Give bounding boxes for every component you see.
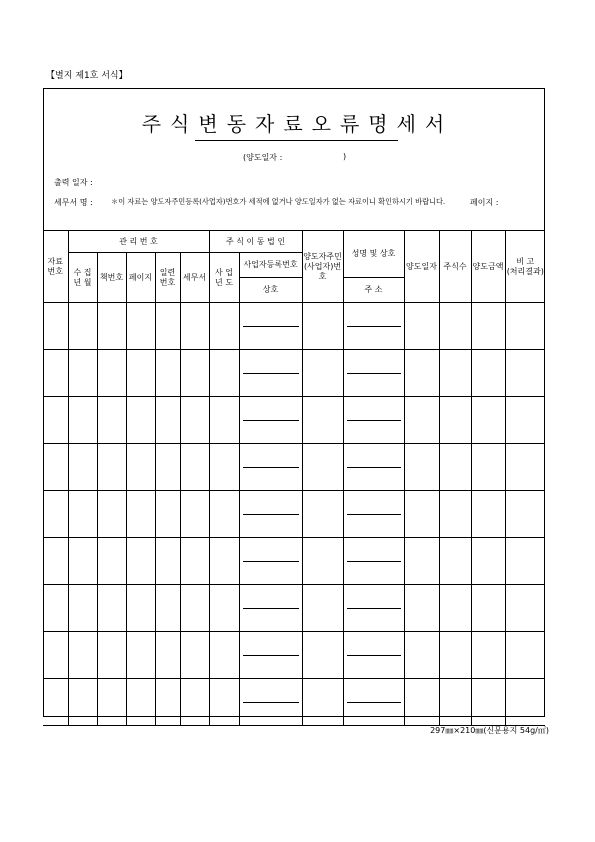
table-cell	[439, 679, 471, 726]
cell-divider	[243, 561, 299, 562]
table-cell	[343, 538, 404, 585]
table-cell	[302, 303, 343, 350]
table-cell	[97, 303, 126, 350]
cell-divider	[347, 373, 401, 374]
cell-divider	[243, 608, 299, 609]
table-cell	[302, 397, 343, 444]
split-cell	[347, 491, 401, 537]
table-cell	[471, 350, 505, 397]
split-cell	[243, 303, 299, 349]
table-cell	[126, 585, 155, 632]
table-cell	[126, 679, 155, 726]
table-cell	[404, 350, 439, 397]
table-cell	[97, 350, 126, 397]
table-cell	[126, 350, 155, 397]
table-cell	[209, 679, 239, 726]
table-cell	[126, 397, 155, 444]
table-cell	[471, 444, 505, 491]
header-row-1	[43, 231, 545, 253]
table-cell	[471, 632, 505, 679]
table-cell	[343, 491, 404, 538]
table-cell	[155, 303, 180, 350]
table-cell	[180, 303, 209, 350]
table-cell	[68, 585, 97, 632]
table-cell	[302, 350, 343, 397]
error-table	[43, 230, 545, 726]
table-row	[43, 350, 545, 397]
table-cell	[43, 303, 68, 350]
col-shares: 주식수	[439, 231, 471, 303]
table-cell	[209, 350, 239, 397]
table-cell	[439, 538, 471, 585]
transferor-id-line1: 양도자주민	[303, 251, 342, 261]
col-mgmt-office: 세무서	[180, 253, 209, 303]
table-cell	[155, 350, 180, 397]
table-cell	[43, 444, 68, 491]
col-mgmt-no: 관 리 번 호	[68, 231, 209, 253]
table-cell	[155, 491, 180, 538]
table-cell	[239, 491, 302, 538]
col-address: 주 소	[343, 278, 404, 303]
table-cell	[505, 444, 545, 491]
table-cell	[439, 444, 471, 491]
table-cell	[68, 491, 97, 538]
col-corp-year	[209, 253, 239, 303]
col-name-trade: 성명 및 상호	[343, 231, 404, 278]
split-cell	[243, 397, 299, 443]
transfer-date-label: (양도일자 :	[243, 153, 283, 162]
receipt-line1: 수 집	[73, 267, 92, 277]
table-cell	[505, 491, 545, 538]
table-cell	[43, 632, 68, 679]
split-cell	[243, 350, 299, 396]
table-body	[43, 303, 545, 726]
remarks-line2: (처리결과)	[506, 266, 544, 276]
cell-divider	[243, 373, 299, 374]
table-cell	[505, 585, 545, 632]
table-cell	[404, 444, 439, 491]
col-corp: 주 식 이 동 법 인	[209, 231, 302, 253]
table-cell	[126, 491, 155, 538]
table-cell	[126, 444, 155, 491]
table-cell	[404, 679, 439, 726]
cell-divider	[243, 702, 299, 703]
table-cell	[209, 303, 239, 350]
table-cell	[68, 350, 97, 397]
table-row	[43, 632, 545, 679]
table-cell	[343, 350, 404, 397]
col-remarks	[505, 231, 545, 303]
table-cell	[43, 679, 68, 726]
col-transfer-date: 양도일자	[404, 231, 439, 303]
cell-divider	[347, 702, 401, 703]
table-cell	[404, 303, 439, 350]
table-cell	[43, 538, 68, 585]
data-no-line1: 자료	[47, 256, 63, 266]
table-cell	[471, 538, 505, 585]
page-label: 페이지 :	[470, 198, 499, 207]
split-cell	[347, 632, 401, 678]
table-cell	[404, 491, 439, 538]
table-cell	[180, 632, 209, 679]
cell-divider	[243, 420, 299, 421]
table-cell	[302, 538, 343, 585]
split-cell	[347, 679, 401, 725]
cell-divider	[243, 467, 299, 468]
print-date-label: 출력 일자 :	[54, 178, 93, 187]
col-mgmt-serial	[155, 253, 180, 303]
table-cell	[239, 303, 302, 350]
split-cell	[243, 585, 299, 631]
table-cell	[505, 679, 545, 726]
table-cell	[343, 303, 404, 350]
receipt-line2: 년 월	[73, 277, 92, 287]
split-cell	[347, 585, 401, 631]
table-cell	[97, 491, 126, 538]
table-cell	[68, 538, 97, 585]
split-cell	[347, 444, 401, 490]
table-cell	[239, 585, 302, 632]
table-cell	[505, 303, 545, 350]
table-cell	[209, 491, 239, 538]
table-cell	[404, 585, 439, 632]
paper-spec: 297㎜×210㎜(신문용지 54g/㎡)	[430, 726, 549, 735]
remarks-line1: 비 고	[516, 256, 535, 266]
split-cell	[243, 538, 299, 584]
table-cell	[209, 397, 239, 444]
cell-divider	[347, 326, 401, 327]
table-cell	[180, 679, 209, 726]
serial-line2: 번호	[159, 277, 176, 287]
table-cell	[439, 491, 471, 538]
cell-divider	[347, 561, 401, 562]
cell-divider	[347, 420, 401, 421]
table-cell	[439, 632, 471, 679]
table-cell	[68, 444, 97, 491]
serial-line1: 일련	[159, 267, 176, 277]
split-cell	[243, 444, 299, 490]
table-cell	[239, 444, 302, 491]
tax-office-label: 세무서 명 :	[54, 198, 93, 207]
table-cell	[155, 679, 180, 726]
split-cell	[347, 538, 401, 584]
table-cell	[155, 538, 180, 585]
page-title: 주식변동자료오류명세서	[141, 112, 454, 136]
cell-divider	[243, 514, 299, 515]
table-cell	[439, 585, 471, 632]
table-cell	[126, 632, 155, 679]
table-cell	[155, 632, 180, 679]
transferor-id-line2: (사업자)번호	[303, 261, 342, 281]
table-cell	[97, 632, 126, 679]
table-cell	[439, 397, 471, 444]
split-cell	[347, 350, 401, 396]
col-mgmt-page: 페이지	[126, 253, 155, 303]
table-cell	[126, 538, 155, 585]
table-cell	[97, 585, 126, 632]
table-cell	[302, 444, 343, 491]
table-cell	[180, 491, 209, 538]
table-cell	[209, 632, 239, 679]
table-cell	[471, 303, 505, 350]
notice-text: ＊이 자료는 양도자주민등록(사업자)번호가 세적에 없거나 양도일자가 없는 자료이니 확인하시기 바랍니다.	[111, 197, 446, 206]
table-cell	[180, 350, 209, 397]
table-cell	[239, 632, 302, 679]
cell-divider	[347, 467, 401, 468]
table-row	[43, 303, 545, 350]
table-cell	[404, 397, 439, 444]
col-corp-name: 상호	[239, 278, 302, 303]
table-cell	[209, 444, 239, 491]
table-cell	[126, 303, 155, 350]
transfer-date-close: )	[343, 152, 347, 161]
table-cell	[155, 397, 180, 444]
split-cell	[243, 491, 299, 537]
table-cell	[68, 679, 97, 726]
split-cell	[243, 679, 299, 725]
col-transferor-id	[302, 231, 343, 303]
table-cell	[302, 679, 343, 726]
table-cell	[343, 585, 404, 632]
col-mgmt-receipt	[68, 253, 97, 303]
table-row	[43, 444, 545, 491]
data-no-line2: 번호	[47, 266, 63, 276]
table-cell	[471, 491, 505, 538]
col-data-no	[43, 231, 68, 303]
table-cell	[439, 350, 471, 397]
table-cell	[239, 679, 302, 726]
table-cell	[68, 397, 97, 444]
table-cell	[343, 444, 404, 491]
table-cell	[43, 350, 68, 397]
table-cell	[505, 538, 545, 585]
table-cell	[180, 397, 209, 444]
table-cell	[97, 679, 126, 726]
table-row	[43, 397, 545, 444]
table-cell	[43, 585, 68, 632]
table-row	[43, 491, 545, 538]
table-cell	[155, 585, 180, 632]
table-cell	[239, 538, 302, 585]
cell-divider	[347, 608, 401, 609]
table-cell	[343, 679, 404, 726]
table-cell	[97, 444, 126, 491]
table-row	[43, 585, 545, 632]
table-cell	[209, 538, 239, 585]
col-amount: 양도금액	[471, 231, 505, 303]
table-cell	[343, 397, 404, 444]
table-cell	[505, 632, 545, 679]
col-mgmt-book: 책번호	[97, 253, 126, 303]
table-cell	[239, 397, 302, 444]
table-cell	[505, 350, 545, 397]
table-cell	[68, 632, 97, 679]
table-cell	[343, 632, 404, 679]
table-cell	[68, 303, 97, 350]
split-cell	[347, 397, 401, 443]
table-cell	[43, 491, 68, 538]
year-line2: 년 도	[215, 277, 234, 287]
table-cell	[471, 585, 505, 632]
table-cell	[43, 397, 68, 444]
table-cell	[239, 350, 302, 397]
table-row	[43, 538, 545, 585]
table-cell	[505, 397, 545, 444]
split-cell	[347, 303, 401, 349]
table-cell	[404, 538, 439, 585]
col-corp-bizno: 사업자등록번호	[239, 253, 302, 278]
cell-divider	[347, 655, 401, 656]
table-cell	[302, 491, 343, 538]
table-cell	[302, 632, 343, 679]
table-cell	[404, 632, 439, 679]
split-cell	[243, 632, 299, 678]
cell-divider	[243, 655, 299, 656]
table-cell	[209, 585, 239, 632]
table-cell	[97, 538, 126, 585]
table-cell	[155, 444, 180, 491]
year-line1: 사 업	[215, 267, 234, 277]
table-cell	[302, 585, 343, 632]
table-cell	[97, 397, 126, 444]
table-cell	[439, 303, 471, 350]
cell-divider	[347, 514, 401, 515]
form-label: 【별지 제1호 서식】	[46, 71, 128, 81]
table-cell	[471, 679, 505, 726]
table-cell	[471, 397, 505, 444]
cell-divider	[243, 326, 299, 327]
table-cell	[180, 538, 209, 585]
table-row	[43, 679, 545, 726]
title-underline	[195, 140, 398, 141]
table-cell	[180, 585, 209, 632]
table-cell	[180, 444, 209, 491]
